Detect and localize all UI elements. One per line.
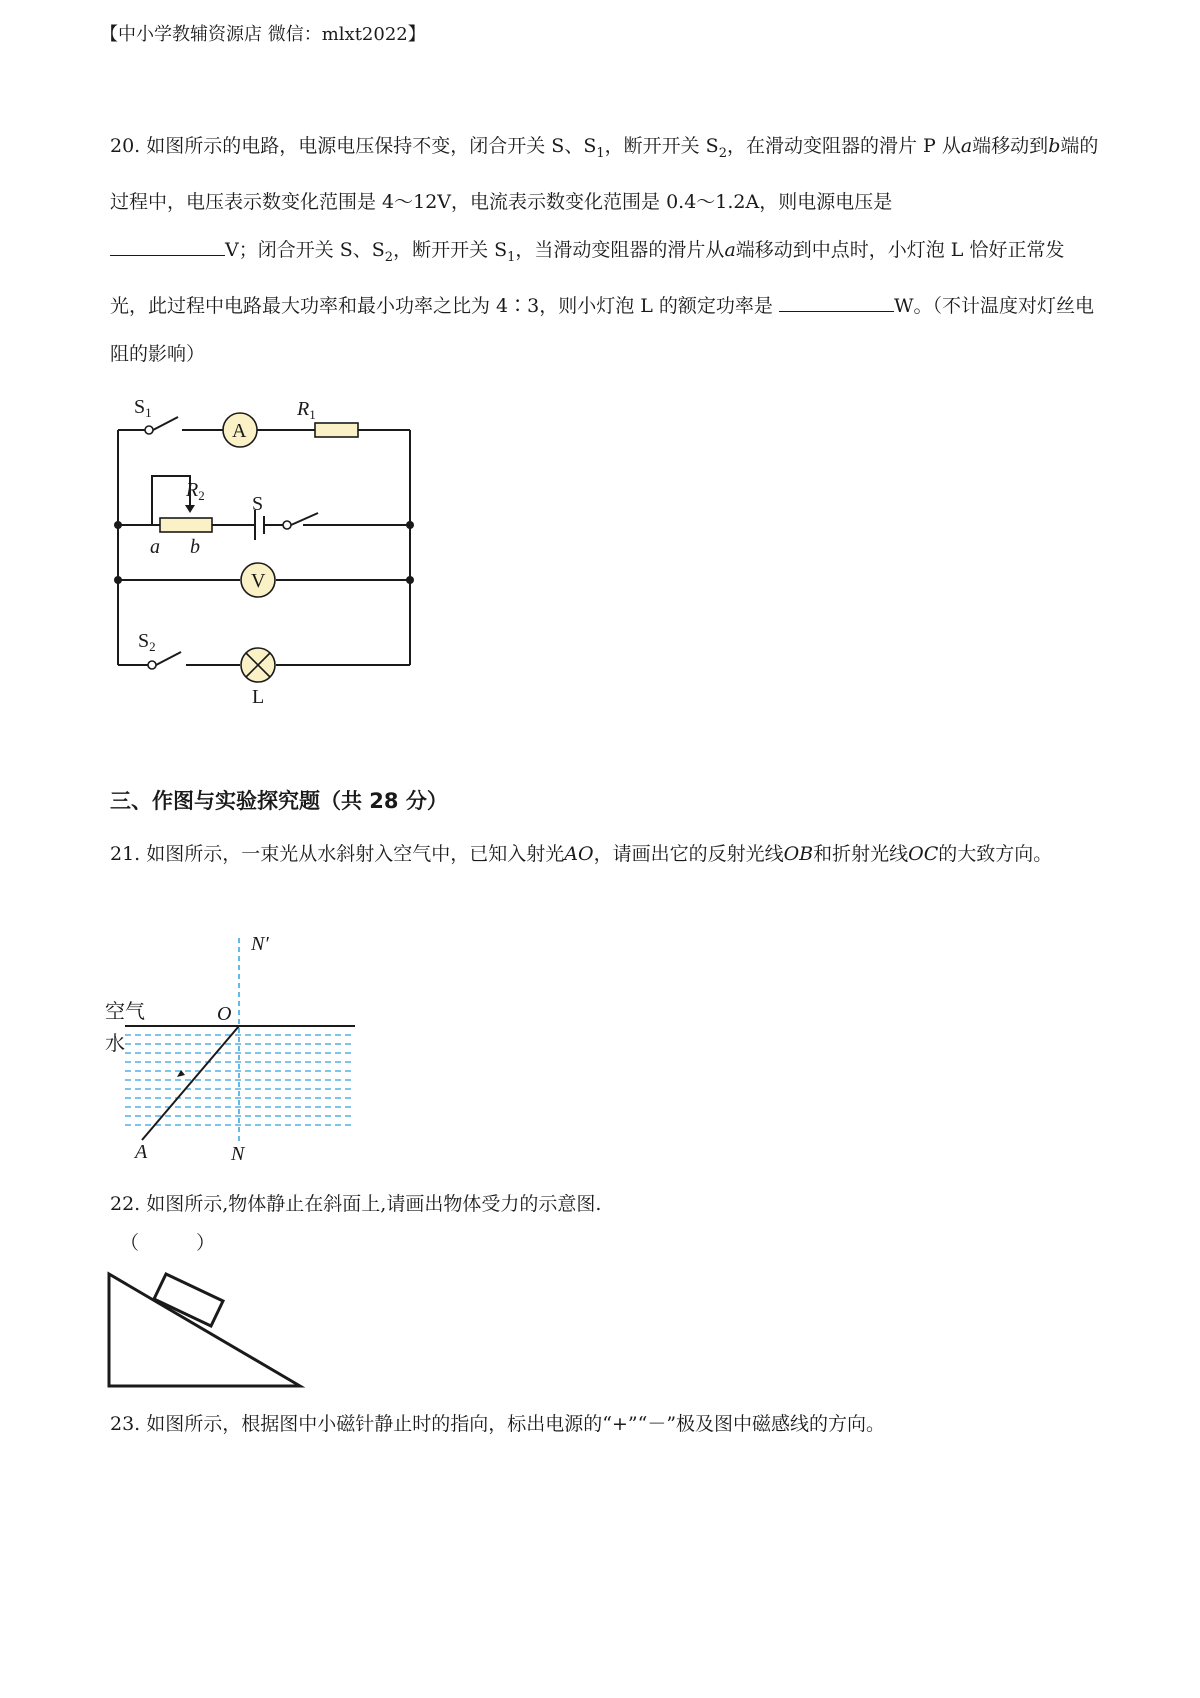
circuit-diagram [100,385,430,715]
label-a: a [150,536,160,558]
label-b: b [190,536,200,558]
refraction-diagram [105,920,365,1170]
label-a-point: A [135,1141,148,1163]
block-object [154,1274,223,1326]
label-r1: $R_1$ [297,398,316,422]
label-s2: $S_2$ [138,630,156,654]
question-21: 21. 如图所示，一束光从水斜射入空气中，已知入射光AO，请画出它的反射光线OB和折射光线OC的大致方向。 [110,843,1053,865]
incident-ray-ao [142,1026,239,1140]
label-n-prime: N′ [251,933,269,955]
label-voltmeter: V [251,570,266,592]
switch-s-contact [283,521,291,529]
question-22: 22. 如图所示,物体静止在斜面上,请画出物体受力的示意图. [110,1193,602,1215]
answer-blank-voltage[interactable] [110,239,225,256]
switch-s2-contact [148,661,156,669]
slider-arrow-icon [185,505,195,513]
label-water: 水 [105,1033,125,1055]
resistor-r1-symbol [315,423,358,437]
page-header: 【中小学教辅资源店 微信：mlxt2022】 [100,24,426,45]
question-20: 20. 如图所示的电路，电源电压保持不变，闭合开关 S、$S_1$，断开开关 $S_2$，在滑动变阻器的滑片 P 从a端移动到b端的过程中，电压表示数变化范围是 4～12V，电流表示数变化范围是 0.4～1.2A，则电源电压是 V；闭合开关 S、$S_2$，断开开关 $S_1$，当滑动变阻器的滑片从a端移动到中点时，小灯泡 L 恰好正常发光，此过程中电路最大功率和最小功率之比为 4∶3，则小灯泡 L 的额定功率是 W。（不计温度对灯丝电阻的影响） [110,135,1099,365]
label-n: N [231,1143,245,1165]
incline-diagram [105,1268,305,1393]
label-s: S [252,493,264,515]
label-ammeter: A [232,420,247,442]
question-23: 23. 如图所示，根据图中小磁针静止时的指向，标出电源的“+”“－”极及图中磁感线的方向。 [110,1413,886,1435]
answer-blank-power[interactable] [779,295,894,312]
label-r2: $R_2$ [186,479,205,503]
answer-bracket[interactable]: （ ） [120,1232,216,1254]
section-heading: 三、作图与实验探究题（共 28 分） [110,789,448,813]
label-s1: $S_1$ [134,396,152,420]
label-lamp: L [252,686,265,708]
switch-s1-contact [145,426,153,434]
label-o: O [217,1003,232,1025]
rheostat-r2-symbol [160,518,212,532]
label-air: 空气 [105,1001,145,1023]
